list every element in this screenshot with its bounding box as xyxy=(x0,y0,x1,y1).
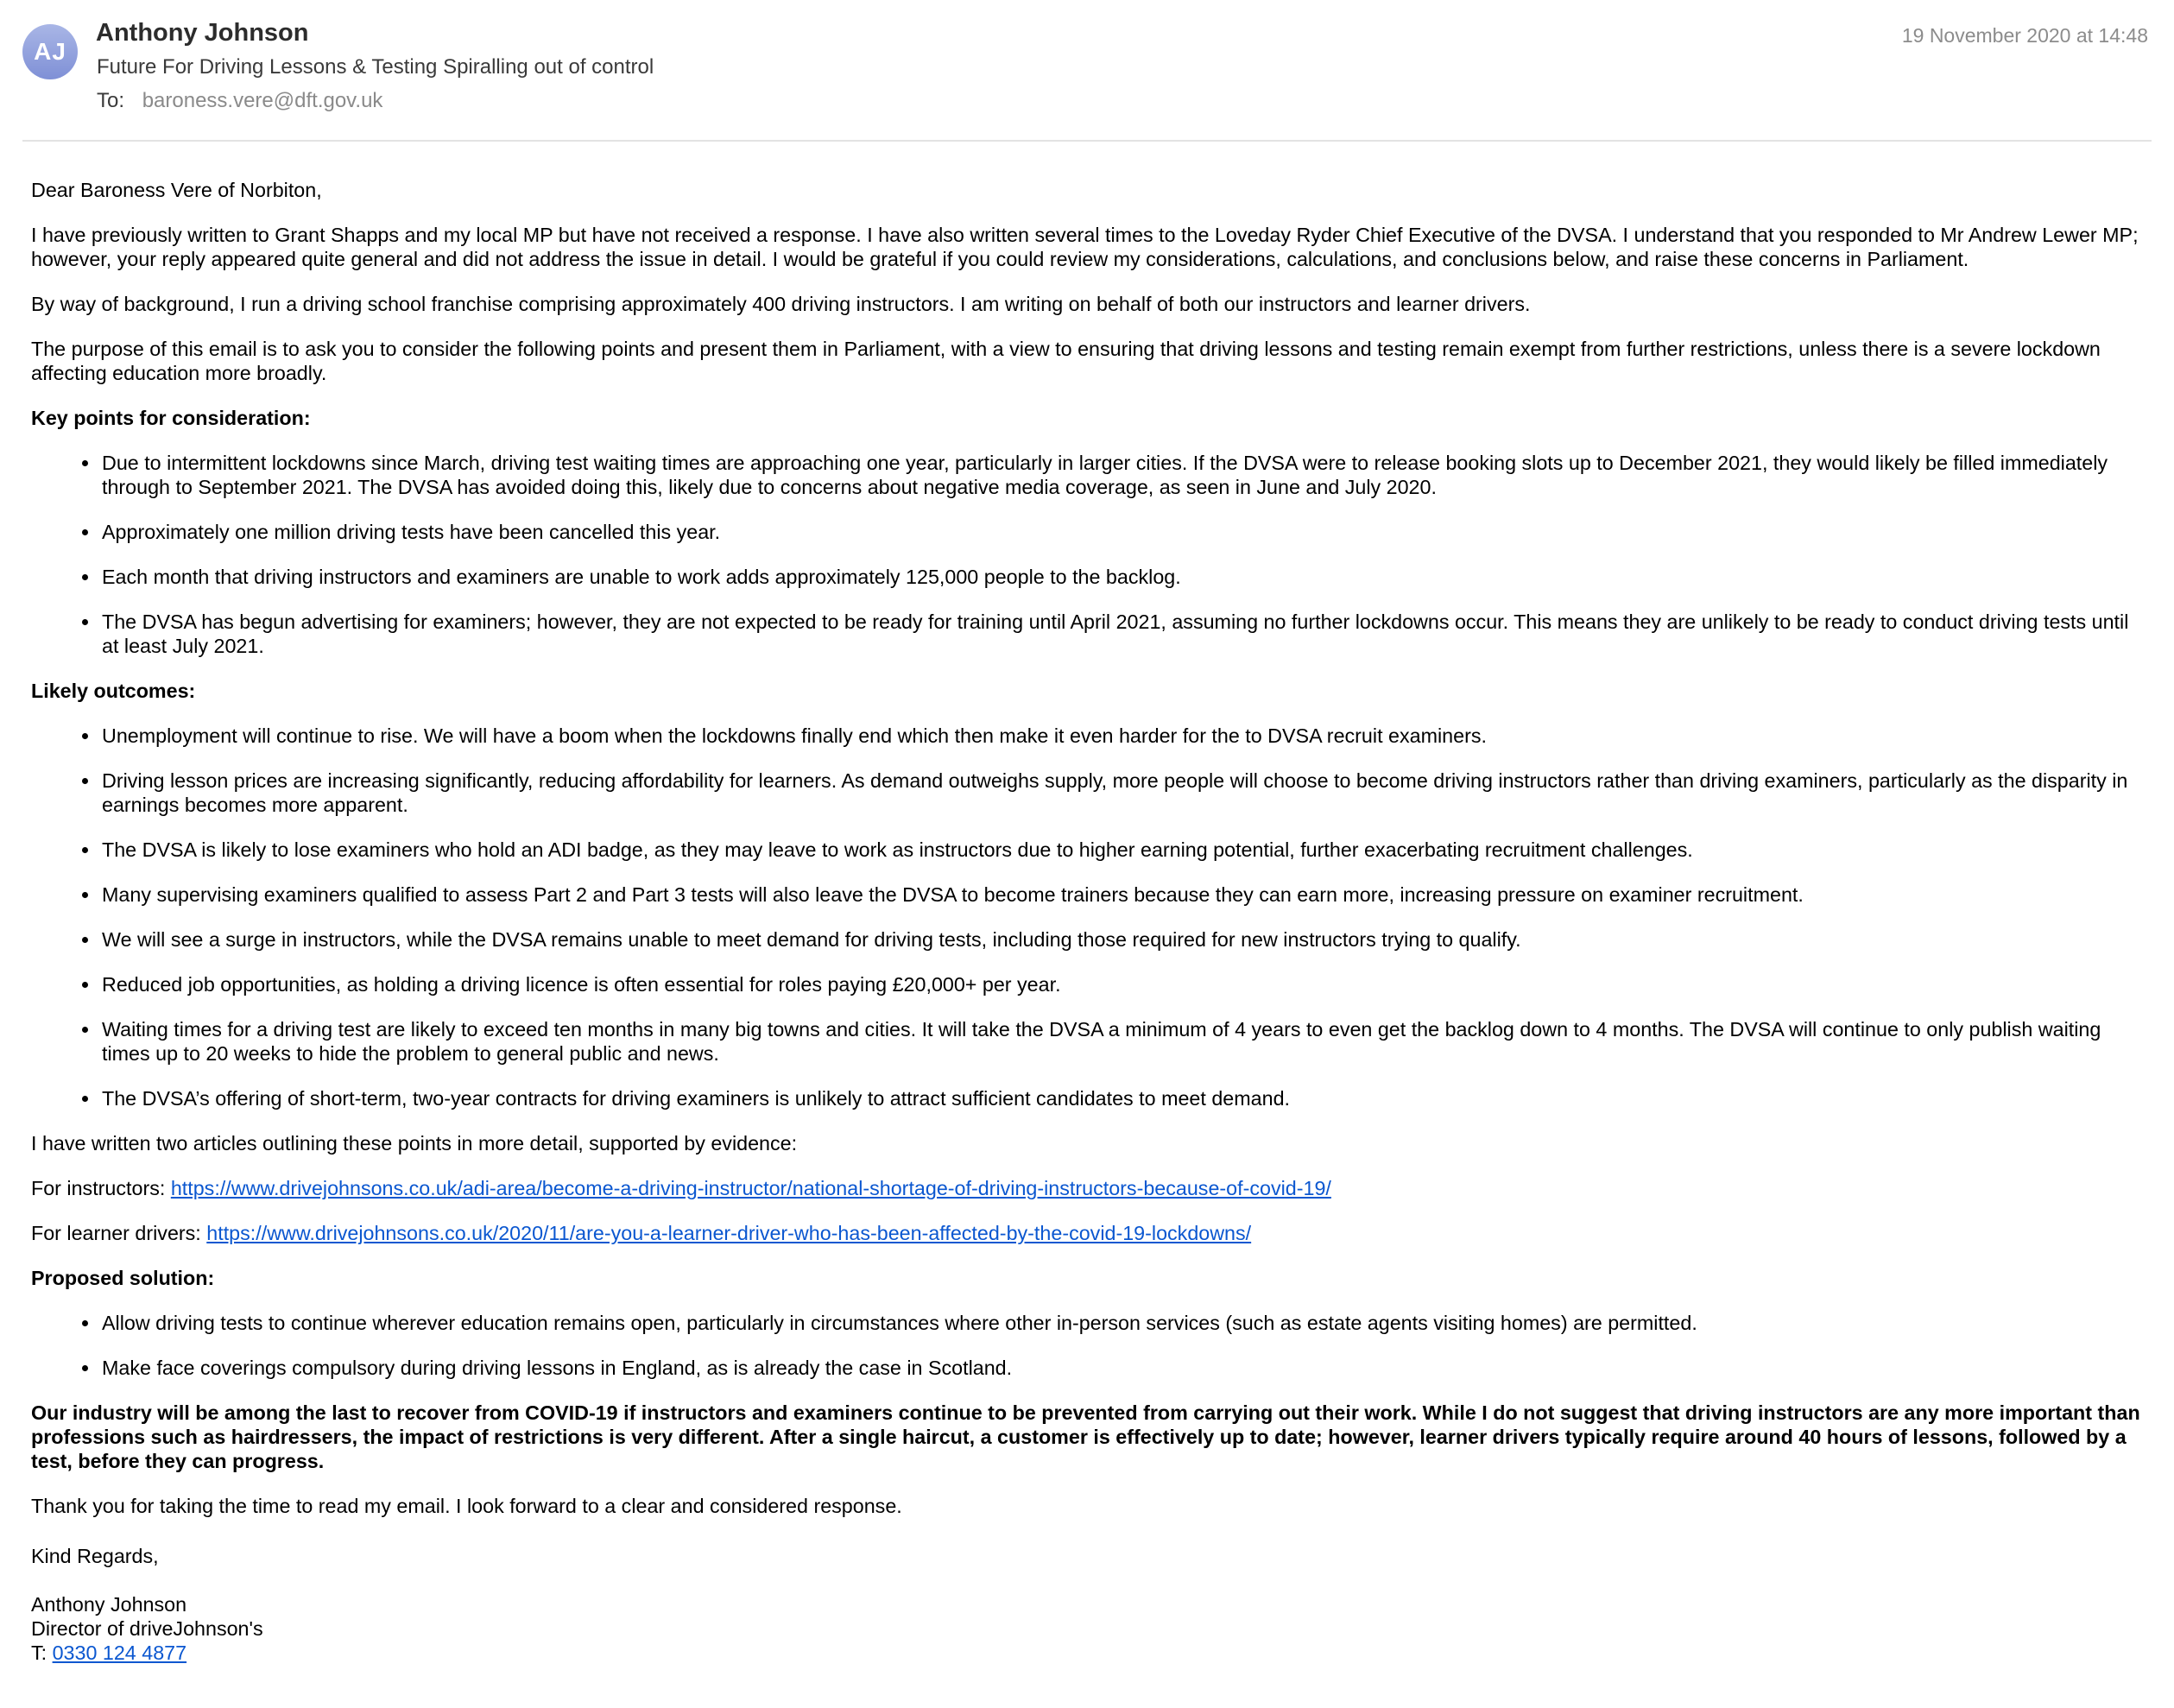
solutions-list xyxy=(31,1311,2146,1380)
instructors-article-line xyxy=(31,1176,2146,1200)
learners-article-link[interactable]: https://www.drivejohnsons.co.uk/2020/11/are-you-a-learner-driver-who-has-been-affected-by-the-covid-19-lockdowns/ xyxy=(206,1222,1252,1244)
paragraph-background: By way of background, I run a driving school franchise comprising approximately 400 driving instructors. I am writing on behalf of both our instructors and learner drivers. xyxy=(31,293,1531,315)
message-body xyxy=(31,178,2146,1665)
list-item: • Allow driving tests to continue wherever education remains open, particularly in circumstances where other in-person services (such as estate agents visiting homes) are permitted. xyxy=(100,1311,2146,1335)
list-item: • We will see a surge in instructors, while the DVSA remains unable to meet demand for driving tests, including those required for new instructors trying to qualify. xyxy=(100,927,2146,952)
list-item: • Reduced job opportunities, as holding a driving licence is often essential for roles paying £20,000+ per year. xyxy=(100,972,2146,996)
solution-heading: Proposed solution: xyxy=(31,1267,215,1289)
instructors-label: For instructors: xyxy=(31,1177,171,1199)
signature-name: Anthony Johnson xyxy=(31,1593,187,1616)
list-item: • Waiting times for a driving test are likely to exceed ten months in many big towns and cities. It will take the DVSA a minimum of 4 years to even get the backlog down to 4 months. The DVSA will continue to only publish waiting times up to 20 weeks to hide the problem to general public and news. xyxy=(100,1017,2146,1066)
key-points-heading: Key points for consideration: xyxy=(31,407,311,429)
message-subject: Future For Driving Lessons & Testing Spiralling out of control xyxy=(97,55,654,79)
list-item: • Make face coverings compulsory during driving lessons in England, as is already the case in Scotland. xyxy=(100,1356,2146,1380)
phone-label: T: xyxy=(31,1642,53,1664)
message-header xyxy=(0,0,2174,142)
signature-block xyxy=(31,1544,2146,1665)
list-item: • The DVSA has begun advertising for examiners; however, they are not expected to be ready for training until April 2021, assuming no further lockdowns occur. This means they are unlikely to be ready to conduct driving tests until at least July 2021. xyxy=(100,610,2146,658)
paragraph-purpose: The purpose of this email is to ask you to consider the following points and present them in Parliament, with a view to ensuring that driving lessons and testing remain exempt from further restrictions, unless there is a severe lockdown affecting education more broadly. xyxy=(31,338,2101,384)
key-points-list xyxy=(31,451,2146,658)
list-item: • The DVSA’s offering of short-term, two-year contracts for driving examiners is unlikely to attract sufficient candidates to meet demand. xyxy=(100,1086,2146,1110)
header-divider xyxy=(22,140,2152,142)
message-date: 19 November 2020 at 14:48 xyxy=(1901,24,2148,47)
outcomes-list xyxy=(31,724,2146,1110)
list-item: • Approximately one million driving tests have been cancelled this year. xyxy=(100,520,2146,544)
to-label: To: xyxy=(97,89,125,112)
learners-label: For learner drivers: xyxy=(31,1222,207,1244)
greeting: Dear Baroness Vere of Norbiton, xyxy=(31,179,322,201)
signature-spacer xyxy=(31,1568,2146,1592)
list-item: • Driving lesson prices are increasing significantly, reducing affordability for learners. As demand outweighs supply, more people will choose to become driving instructors rather than driving examiners, particularly as the disparity in earnings becomes more apparent. xyxy=(100,769,2146,817)
articles-intro: I have written two articles outlining these points in more detail, supported by evidence: xyxy=(31,1132,798,1154)
list-item: • Many supervising examiners qualified to assess Part 2 and Part 3 tests will also leave the DVSA to become trainers because they can earn more, increasing pressure on examiner recruitment. xyxy=(100,882,2146,907)
paragraph-intro: I have previously written to Grant Shapps and my local MP but have not received a response. I have also written several times to the Loveday Ryder Chief Executive of the DVSA. I understand that you responded to Mr Andrew Lewer MP; however, your reply appeared quite general and did not address the issue in detail. I would be grateful if you could review my considerations, calculations, and conclusions below, and raise these concerns in Parliament. xyxy=(31,224,2139,270)
thanks-paragraph: Thank you for taking the time to read my email. I look forward to a clear and considered response. xyxy=(31,1495,902,1517)
sender-name[interactable]: Anthony Johnson xyxy=(96,19,309,47)
learners-article-line xyxy=(31,1221,2146,1245)
signoff: Kind Regards, xyxy=(31,1545,159,1567)
phone-link[interactable]: 0330 124 4877 xyxy=(52,1642,187,1664)
list-item: • Due to intermittent lockdowns since March, driving test waiting times are approaching one year, particularly in larger cities. If the DVSA were to release booking slots up to December 2021, they would likely be filled immediately through to September 2021. The DVSA has avoided doing this, likely due to concerns about negative media coverage, as seen in June and July 2020. xyxy=(100,451,2146,499)
list-item: • Each month that driving instructors and examiners are unable to work adds approximately 125,000 people to the backlog. xyxy=(100,565,2146,589)
sender-avatar: AJ xyxy=(22,24,78,79)
recipient-address[interactable]: baroness.vere@dft.gov.uk xyxy=(142,89,383,112)
outcomes-heading: Likely outcomes: xyxy=(31,680,196,702)
recipient-row xyxy=(97,89,382,113)
list-item: • The DVSA is likely to lose examiners who hold an ADI badge, as they may leave to work as instructors due to higher earning potential, further exacerbating recruitment challenges. xyxy=(100,838,2146,862)
instructors-article-link[interactable]: https://www.drivejohnsons.co.uk/adi-area/become-a-driving-instructor/national-shortage-of-driving-instructors-because-of-covid-19/ xyxy=(170,1177,1331,1199)
signature-phone-line xyxy=(31,1641,2146,1665)
signature-title: Director of driveJohnson's xyxy=(31,1617,263,1640)
list-item: • Unemployment will continue to rise. We will have a boom when the lockdowns finally end which then make it even harder for the to DVSA recruit examiners. xyxy=(100,724,2146,748)
bold-statement: Our industry will be among the last to recover from COVID-19 if instructors and examiners continue to be prevented from carrying out their work. While I do not suggest that driving instructors are any more important than professions such as hairdressers, the impact of restrictions is very different. After a single haircut, a customer is effectively up to date; however, learner drivers typically require around 40 hours of lessons, followed by a test, before they can progress. xyxy=(31,1401,2140,1472)
